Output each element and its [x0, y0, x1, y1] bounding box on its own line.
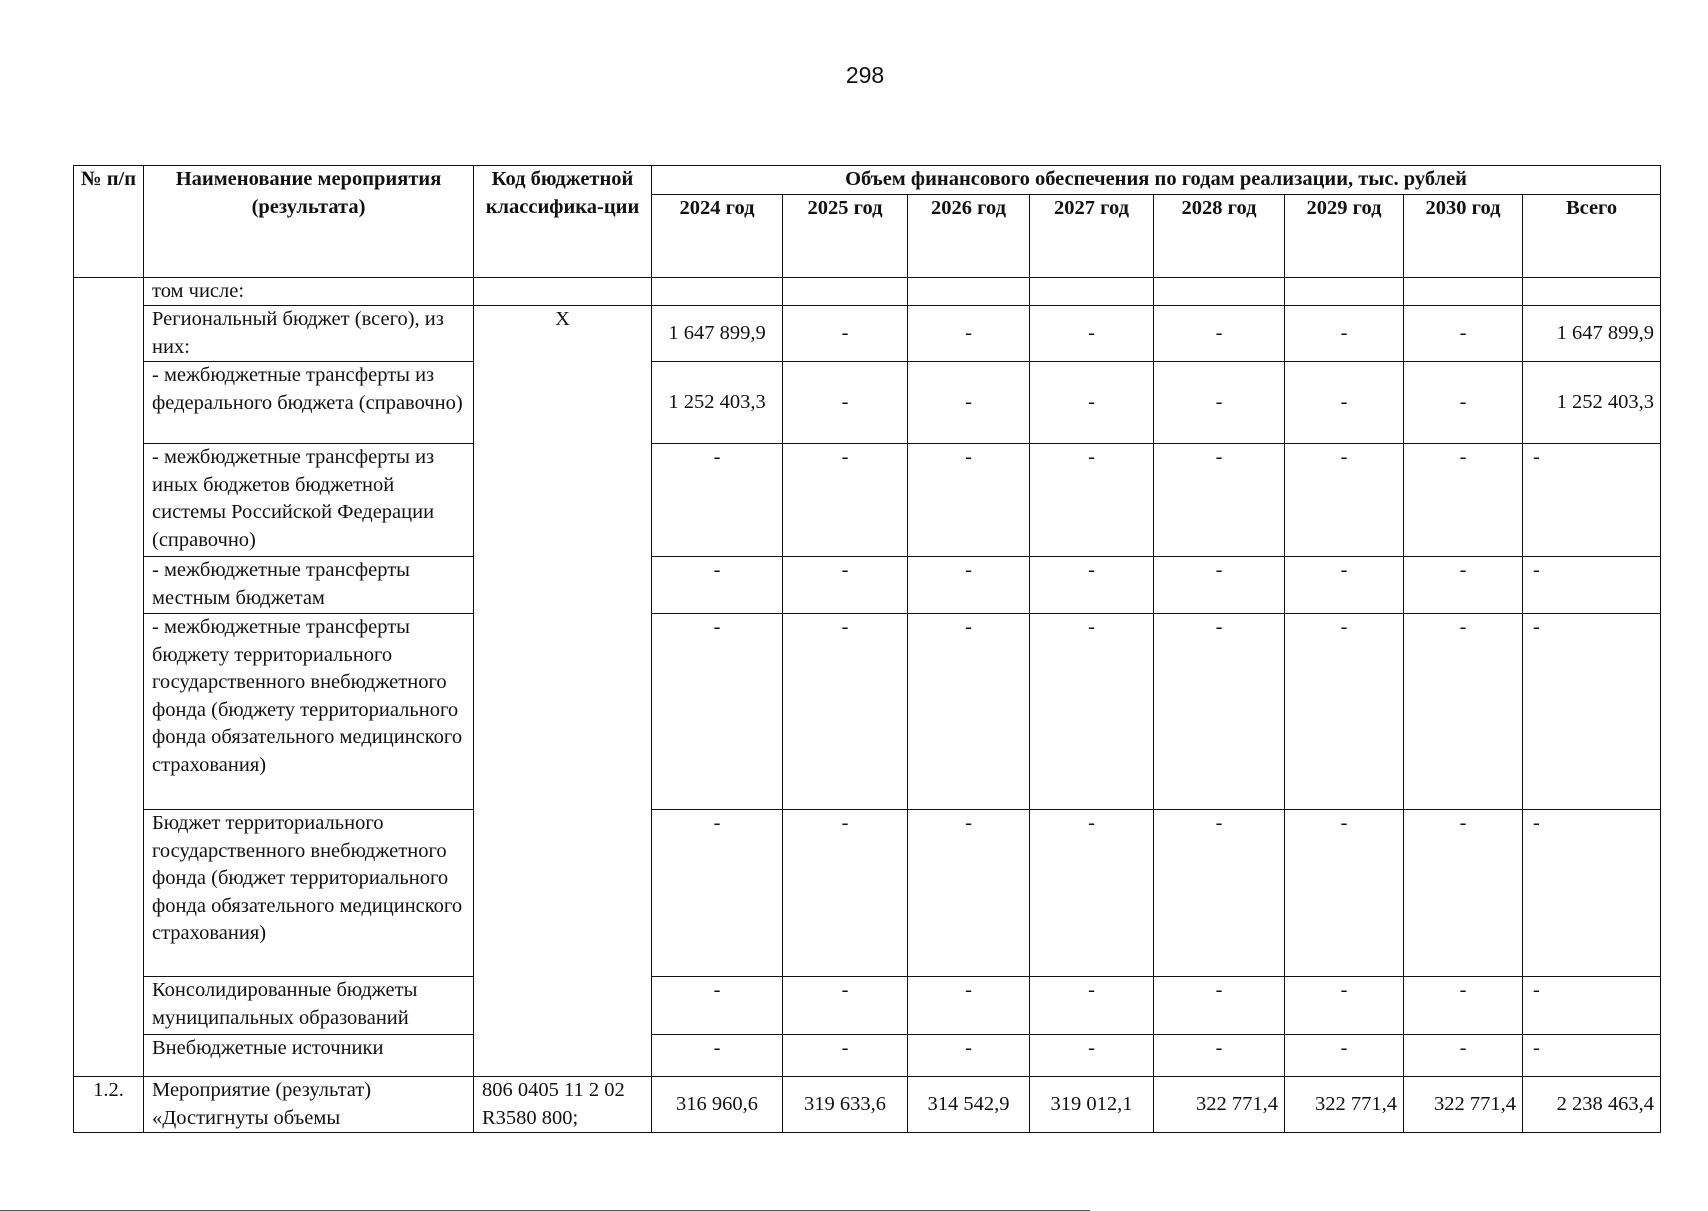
value-2030: - [1404, 810, 1523, 977]
value-2028: - [1154, 614, 1285, 810]
value-2029: - [1285, 362, 1404, 444]
value-2027: - [1030, 977, 1154, 1035]
value-2025: - [783, 557, 908, 614]
value-2025: 319 633,6 [783, 1077, 908, 1133]
value-2029: - [1285, 977, 1404, 1035]
value-total: - [1523, 810, 1661, 977]
value-2024: 1 252 403,3 [652, 362, 783, 444]
value-2027: - [1030, 557, 1154, 614]
code-cell [474, 277, 652, 306]
value-2027: - [1030, 614, 1154, 810]
value-2027: - [1030, 810, 1154, 977]
table-row [74, 614, 1661, 810]
page-number: 298 [845, 62, 885, 88]
row-name: - межбюджетные трансферты бюджету территориального государственного внебюджетного фонда (бюджету территориального фонда обязательного медицинского страхования) [144, 614, 474, 810]
value-2030: 322 771,4 [1404, 1077, 1523, 1133]
value-2024: - [652, 614, 783, 810]
value-2024: - [652, 977, 783, 1035]
table-row [74, 277, 1661, 306]
row-name: - межбюджетные трансферты местным бюджетам [144, 557, 474, 614]
value-2030: - [1404, 444, 1523, 557]
value-total: - [1523, 977, 1661, 1035]
header-year-2029: 2029 год [1285, 194, 1404, 277]
value-2030: - [1404, 362, 1523, 444]
value-total: - [1523, 1035, 1661, 1077]
header-year-2025: 2025 год [783, 194, 908, 277]
table-row [74, 1035, 1661, 1077]
code-cell: 806 0405 11 2 02 R3580 800; [474, 1077, 652, 1133]
value-2027: - [1030, 306, 1154, 362]
value-2025: - [783, 444, 908, 557]
table-row [74, 1077, 1661, 1133]
value-2024: - [652, 557, 783, 614]
row-name: Мероприятие (результат) «Достигнуты объемы [144, 1077, 474, 1133]
value-2024: 316 960,6 [652, 1077, 783, 1133]
value-2030: - [1404, 557, 1523, 614]
table-row [74, 977, 1661, 1035]
row-name: Региональный бюджет (всего), из них: [144, 306, 474, 362]
value-2025: - [783, 977, 908, 1035]
header-num: № п/п [74, 166, 144, 278]
header-year-2024: 2024 год [652, 194, 783, 277]
table-row [74, 306, 1661, 362]
row-number-cell [74, 277, 144, 1077]
header-row-1 [74, 166, 1661, 195]
financing-table [73, 165, 1661, 1133]
value-2029: - [1285, 614, 1404, 810]
header-name: Наименование мероприятия (результата) [144, 166, 474, 278]
table-row [74, 362, 1661, 444]
value-2025: - [783, 306, 908, 362]
value-2030: - [1404, 1035, 1523, 1077]
row-number: 1.2. [74, 1077, 144, 1133]
value-total: - [1523, 614, 1661, 810]
value-2026: - [908, 1035, 1030, 1077]
table-row [74, 810, 1661, 977]
table-row [74, 444, 1661, 557]
header-total: Всего [1523, 194, 1661, 277]
value-2026: - [908, 444, 1030, 557]
value-2024: 1 647 899,9 [652, 306, 783, 362]
header-year-2030: 2030 год [1404, 194, 1523, 277]
value-2029: - [1285, 810, 1404, 977]
value-2028: - [1154, 306, 1285, 362]
row-name: Внебюджетные источники [144, 1035, 474, 1077]
value-2028: - [1154, 444, 1285, 557]
table-row [74, 557, 1661, 614]
value-2024: - [652, 810, 783, 977]
value-2026: - [908, 306, 1030, 362]
value-total: 1 647 899,9 [1523, 306, 1661, 362]
value-2025: - [783, 810, 908, 977]
value-2028: 322 771,4 [1154, 1077, 1285, 1133]
value-2030: - [1404, 977, 1523, 1035]
value-2027: 319 012,1 [1030, 1077, 1154, 1133]
value-2026: - [908, 557, 1030, 614]
value-2029: 322 771,4 [1285, 1077, 1404, 1133]
value-2028: - [1154, 810, 1285, 977]
value-2026: 314 542,9 [908, 1077, 1030, 1133]
value-2025: - [783, 1035, 908, 1077]
header-year-2027: 2027 год [1030, 194, 1154, 277]
value-2026: - [908, 614, 1030, 810]
header-year-2028: 2028 год [1154, 194, 1285, 277]
value-2025: - [783, 614, 908, 810]
value-2029: - [1285, 557, 1404, 614]
row-name: - межбюджетные трансферты из федерального бюджета (справочно) [144, 362, 474, 444]
value-2027: - [1030, 362, 1154, 444]
value-2030: - [1404, 614, 1523, 810]
row-name: том числе: [144, 277, 474, 306]
value-total: - [1523, 444, 1661, 557]
value-2029: - [1285, 444, 1404, 557]
code-cell: X [474, 306, 652, 1077]
value-total: - [1523, 557, 1661, 614]
value-total: 2 238 463,4 [1523, 1077, 1661, 1133]
value-2027: - [1030, 1035, 1154, 1077]
value-2029: - [1285, 306, 1404, 362]
value-2029: - [1285, 1035, 1404, 1077]
value-2030: - [1404, 306, 1523, 362]
value-2024: - [652, 1035, 783, 1077]
header-volume: Объем финансового обеспечения по годам реализации, тыс. рублей [652, 166, 1661, 195]
value-2025: - [783, 362, 908, 444]
value-total: 1 252 403,3 [1523, 362, 1661, 444]
value-2028: - [1154, 362, 1285, 444]
row-name: - межбюджетные трансферты из иных бюджетов бюджетной системы Российской Федерации (справочно) [144, 444, 474, 557]
header-code: Код бюджетной классифика-ции [474, 166, 652, 278]
header-year-2026: 2026 год [908, 194, 1030, 277]
value-2026: - [908, 810, 1030, 977]
value-2026: - [908, 362, 1030, 444]
row-name: Консолидированные бюджеты муниципальных образований [144, 977, 474, 1035]
value-2028: - [1154, 557, 1285, 614]
value-2028: - [1154, 1035, 1285, 1077]
value-2026: - [908, 977, 1030, 1035]
value-2028: - [1154, 977, 1285, 1035]
value-2027: - [1030, 444, 1154, 557]
value-2024: - [652, 444, 783, 557]
row-name: Бюджет территориального государственного внебюджетного фонда (бюджет территориального фонда обязательного медицинского страхования) [144, 810, 474, 977]
